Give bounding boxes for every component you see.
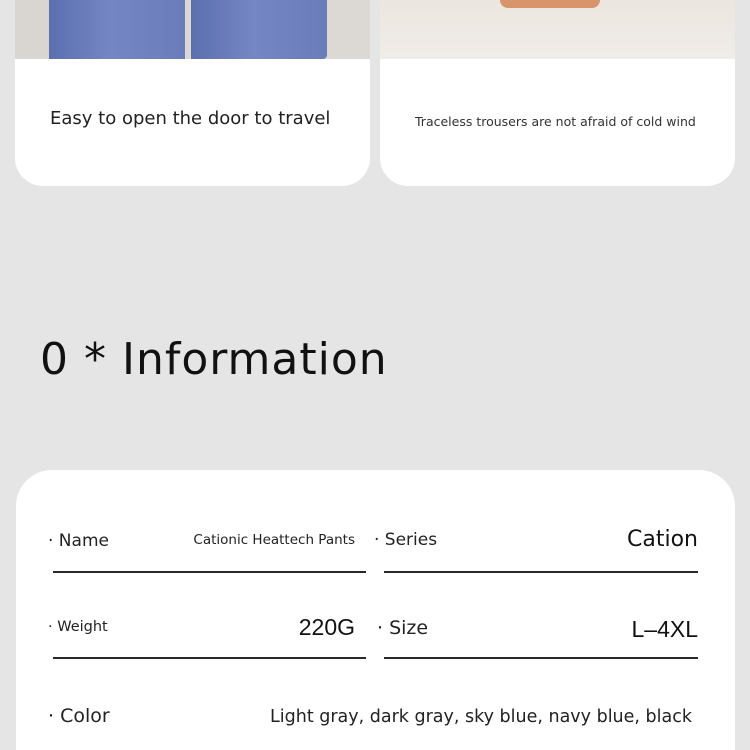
size-label: · Size [377,617,429,639]
product-photo-pants [15,0,370,59]
foot-image [500,0,600,8]
color-value: Light gray, dark gray, sky blue, navy blue, black [270,707,692,727]
divider-size [384,657,698,659]
weight-value: 220G [298,614,355,640]
weight-label: · Weight [48,619,108,635]
feature-card-travel [15,0,370,186]
divider-series [384,571,698,573]
series-value: Cation [627,527,698,552]
name-value: Cationic Heattech Pants [193,532,355,548]
feature-card-cold-wind [380,0,735,186]
divider-weight [53,657,366,659]
info-card [16,470,735,750]
feature-caption-cold-wind: Traceless trousers are not afraid of cold wind [415,114,696,129]
name-label: · Name [48,531,109,551]
section-title: 0 * Information [40,334,388,385]
series-label: · Series [374,530,438,550]
divider-name [53,571,366,573]
pants-leg-left [49,0,185,59]
pants-leg-right [191,0,327,59]
product-photo-feet [380,0,735,59]
color-label: · Color [48,705,110,727]
feature-caption-travel: Easy to open the door to travel [50,108,331,129]
size-value: L–4XL [631,616,698,642]
